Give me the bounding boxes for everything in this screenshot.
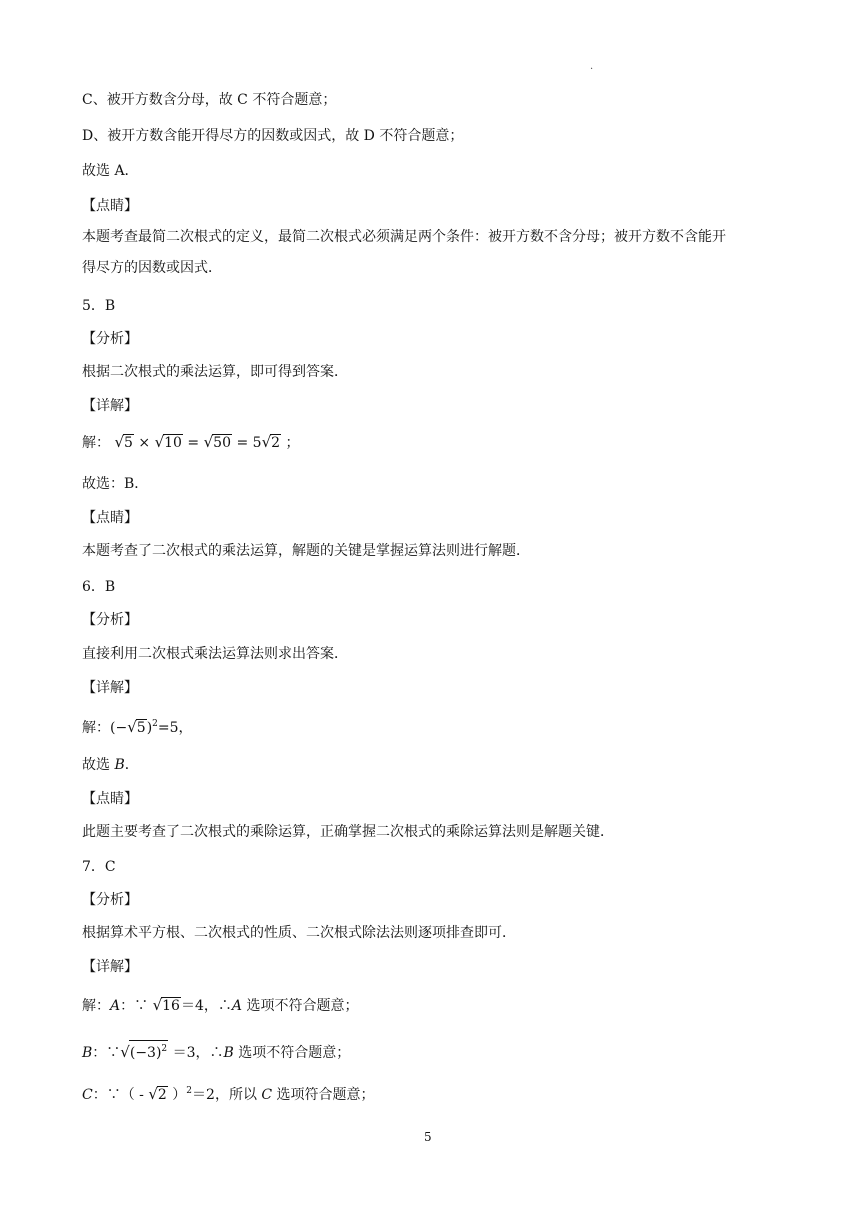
radicand: 5 <box>136 720 146 736</box>
because-sign: ：∵（ - <box>92 1087 149 1103</box>
analysis-q5: 根据二次根式的乘法运算，即可得到答案． <box>82 364 348 380</box>
coefficient: 5 <box>252 435 262 451</box>
conclusion: 选项不符合题意； <box>242 998 359 1014</box>
result: ＝3，∴ <box>172 1045 224 1061</box>
option-ref: A <box>231 998 243 1014</box>
dianjing-heading-q4: 【点睛】 <box>82 198 138 214</box>
solution-prefix: 解： <box>82 720 110 736</box>
conclusion: 选项不符合题意； <box>233 1045 351 1061</box>
exponent: 2 <box>152 719 158 729</box>
equals-sign: = <box>187 435 200 451</box>
answer-q5: 故选：B． <box>82 476 149 492</box>
option-label: A <box>110 998 121 1014</box>
dianjing-heading-q6: 【点睛】 <box>82 791 138 807</box>
option-label: C <box>82 1087 93 1103</box>
solution-q7-a <box>82 995 358 1016</box>
fenxi-heading-q5: 【分析】 <box>82 331 138 347</box>
question-6-answer: 6．B <box>82 579 116 595</box>
result: =5， <box>157 720 193 736</box>
radical-sign: √ <box>152 996 163 1014</box>
radical-sign: √ <box>114 433 125 451</box>
open-paren: (− <box>110 720 128 736</box>
analysis-q7: 根据算术平方根、二次根式的性质、二次根式除法法则逐项排查即可． <box>82 925 516 941</box>
fenxi-heading-q7: 【分析】 <box>82 892 138 908</box>
answer-q6: 故选 B． <box>82 757 139 773</box>
analysis-q6: 直接利用二次根式乘法运算法则求出答案． <box>82 646 348 662</box>
note-q5: 本题考查了二次根式的乘法运算，解题的关键是掌握运算法则进行解题． <box>82 543 530 559</box>
radicand-base: (−3) <box>129 1045 162 1061</box>
because-sign: ：∵ <box>120 998 149 1014</box>
xiangjie-heading-q6: 【详解】 <box>82 680 138 696</box>
exponent: 2 <box>161 1044 168 1054</box>
radical-sign: √ <box>261 433 272 451</box>
solution-prefix: 解： <box>82 998 110 1014</box>
punctuation: ； <box>285 435 300 451</box>
radicand: 50 <box>213 435 231 451</box>
radical-sign: √ <box>148 1085 158 1103</box>
because-sign: ：∵ <box>92 1045 121 1061</box>
note-q6: 此题主要考查了二次根式的乘除运算，正确掌握二次根式的乘除运算法则是解题关键． <box>82 824 614 840</box>
page-number: 5 <box>424 1130 432 1144</box>
xiangjie-heading-q5: 【详解】 <box>82 398 138 414</box>
option-c-explanation: C、被开方数含分母，故 C 不符合题意； <box>82 92 337 108</box>
question-7-answer: 7．C <box>82 859 116 875</box>
result: ＝4，∴ <box>180 998 232 1014</box>
option-ref: B <box>223 1045 234 1061</box>
fenxi-heading-q6: 【分析】 <box>82 612 138 628</box>
solution-prefix: 解： <box>82 435 110 451</box>
radicand: 2 <box>157 1087 167 1103</box>
exponent: 2 <box>186 1086 193 1096</box>
option-label: B <box>82 1045 93 1061</box>
option-ref: C <box>261 1087 273 1103</box>
solution-q5 <box>82 432 300 453</box>
radical-sign: √ <box>127 718 137 736</box>
question-5-answer: 5．B <box>82 298 116 314</box>
solution-q7-c <box>82 1081 375 1105</box>
solution-q7-b <box>82 1040 350 1063</box>
note-q4-line2: 得尽方的因数或因式． <box>82 260 222 276</box>
radicand <box>129 1040 168 1061</box>
radicand: 2 <box>271 435 281 451</box>
note-q4-line1: 本题考查最简二次根式的定义，最简二次根式必须满足两个条件：被开方数不含分母；被开方数不含能开 <box>82 229 726 245</box>
times-sign: × <box>138 435 151 451</box>
radical-sign: √ <box>154 433 165 451</box>
radicand: 10 <box>164 435 182 451</box>
xiangjie-heading-q7: 【详解】 <box>82 959 138 975</box>
close-paren: ） <box>172 1087 187 1103</box>
solution-q6 <box>82 714 193 738</box>
radicand: 5 <box>124 435 133 451</box>
option-d-explanation: D、被开方数含能开得尽方的因数或因式，故 D 不符合题意； <box>82 128 464 144</box>
dianjing-heading-q5: 【点睛】 <box>82 510 138 526</box>
header-mark: · <box>590 64 594 75</box>
radicand: 16 <box>162 998 180 1014</box>
conclusion: 选项符合题意； <box>272 1087 375 1103</box>
answer-q4: 故选 A． <box>82 163 139 179</box>
close-paren: ) <box>146 720 153 736</box>
equals-sign: = <box>236 435 249 451</box>
radical-sign: √ <box>120 1043 130 1061</box>
result: ＝2，所以 <box>192 1087 262 1103</box>
radical-sign: √ <box>203 433 214 451</box>
